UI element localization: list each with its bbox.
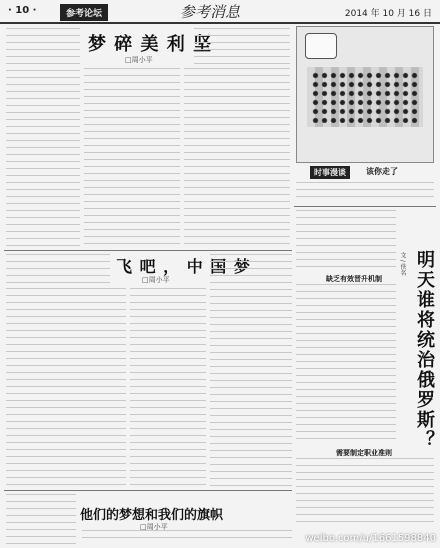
text-line <box>210 429 292 436</box>
article-1-col-1 <box>6 28 80 248</box>
text-line <box>84 110 180 117</box>
text-line <box>130 400 206 407</box>
text-line <box>6 302 126 309</box>
text-line <box>6 84 80 91</box>
text-line <box>210 275 292 282</box>
text-line <box>6 175 80 182</box>
text-line <box>184 75 290 82</box>
text-line <box>6 522 76 529</box>
paper-title: 参考消息 <box>180 3 241 21</box>
text-line <box>210 324 292 331</box>
text-line <box>6 70 80 77</box>
text-line <box>296 514 434 521</box>
text-line <box>84 159 180 166</box>
text-line <box>184 117 290 124</box>
text-line <box>210 401 292 408</box>
text-line <box>210 359 292 366</box>
cartoon-caption <box>296 164 434 178</box>
text-line <box>210 387 292 394</box>
headline-3: 他们的梦想和我们的旗帜 <box>80 508 224 523</box>
text-line <box>6 351 126 358</box>
text-line <box>296 189 434 196</box>
text-line <box>6 98 80 105</box>
text-line <box>296 217 396 224</box>
text-line <box>6 105 80 112</box>
text-line <box>210 345 292 352</box>
text-line <box>296 417 396 424</box>
text-line <box>296 291 396 298</box>
text-line <box>296 340 396 347</box>
article-4-col-2 <box>296 458 434 528</box>
subhead-1: 缺乏有效晋升机制 <box>326 275 382 283</box>
text-line <box>184 152 290 159</box>
article-3-col-1 <box>6 494 76 546</box>
text-line <box>6 529 76 536</box>
text-line <box>184 236 290 243</box>
text-line <box>130 309 206 316</box>
text-line <box>6 63 80 70</box>
text-line <box>6 316 126 323</box>
text-line <box>130 330 206 337</box>
text-line <box>6 182 80 189</box>
subhead-2: 需要制定职业准则 <box>336 449 392 457</box>
headline-1: 梦 碎 美 利 坚 <box>88 34 213 55</box>
text-line <box>84 243 180 248</box>
text-line <box>130 323 206 330</box>
text-line <box>210 380 292 387</box>
text-line <box>6 231 80 238</box>
text-line <box>6 203 80 210</box>
article-4-intro <box>296 210 396 270</box>
section-label: 参考论坛 <box>60 4 108 21</box>
divider <box>4 250 292 251</box>
text-line <box>6 196 80 203</box>
text-line <box>6 91 80 98</box>
text-line <box>130 337 206 344</box>
text-line <box>184 110 290 117</box>
text-line <box>184 131 290 138</box>
text-line <box>296 182 434 189</box>
text-line <box>210 352 292 359</box>
text-line <box>6 268 110 275</box>
text-line <box>210 268 292 275</box>
article-1-col-2 <box>84 68 180 248</box>
text-line <box>296 479 434 486</box>
text-line <box>84 187 180 194</box>
text-line <box>184 89 290 96</box>
text-line <box>6 407 126 414</box>
text-line <box>296 312 396 319</box>
text-line <box>6 508 76 515</box>
text-line <box>6 344 126 351</box>
text-line <box>130 442 206 449</box>
text-line <box>296 333 396 340</box>
text-line <box>6 435 126 442</box>
text-line <box>6 133 80 140</box>
text-line <box>130 302 206 309</box>
text-line <box>296 319 396 326</box>
text-line <box>6 295 126 302</box>
text-line <box>296 396 396 403</box>
text-line <box>130 358 206 365</box>
text-line <box>296 259 396 266</box>
text-line <box>210 464 292 471</box>
text-line <box>84 215 180 222</box>
text-line <box>194 56 290 63</box>
text-line <box>210 289 292 296</box>
text-line <box>184 103 290 110</box>
article-2-col-2 <box>6 288 126 488</box>
text-line <box>6 400 126 407</box>
byline-3: □周小平 <box>140 523 168 531</box>
text-line <box>6 393 126 400</box>
text-line <box>130 449 206 456</box>
text-line <box>130 435 206 442</box>
text-line <box>184 208 290 215</box>
divider <box>4 490 292 491</box>
text-line <box>84 194 180 201</box>
text-line <box>184 187 290 194</box>
text-line <box>184 243 290 248</box>
text-line <box>6 189 80 196</box>
text-line <box>6 456 126 463</box>
text-line <box>84 117 180 124</box>
watermark: weibo.com/u/1661598840 <box>305 533 436 544</box>
text-line <box>210 485 292 488</box>
text-line <box>184 215 290 222</box>
text-line <box>84 68 180 75</box>
text-line <box>296 347 396 354</box>
text-line <box>184 159 290 166</box>
text-line <box>6 428 126 435</box>
text-line <box>82 537 292 544</box>
issue-date: 2014 年 10 月 16 日 <box>344 9 432 19</box>
text-line <box>210 296 292 303</box>
article-1-col-3 <box>184 68 290 248</box>
text-line <box>84 222 180 229</box>
text-line <box>82 530 292 537</box>
chess-pieces-image <box>311 71 419 123</box>
text-line <box>296 458 434 465</box>
text-line <box>84 96 180 103</box>
text-line <box>296 196 434 203</box>
text-line <box>210 338 292 345</box>
text-line <box>296 354 396 361</box>
text-line <box>184 96 290 103</box>
text-line <box>6 365 126 372</box>
text-line <box>6 154 80 161</box>
byline-4: 文 / 佚名 <box>399 252 406 276</box>
text-line <box>210 478 292 485</box>
text-line <box>6 56 80 63</box>
text-line <box>210 373 292 380</box>
text-line <box>296 252 396 259</box>
text-line <box>296 266 396 270</box>
text-line <box>6 49 80 56</box>
text-line <box>296 284 396 291</box>
text-line <box>130 484 206 488</box>
text-line <box>6 515 76 522</box>
text-line <box>130 414 206 421</box>
cartoon-note <box>296 182 434 204</box>
text-line <box>6 77 80 84</box>
text-line <box>210 422 292 429</box>
text-line <box>6 536 76 543</box>
text-line <box>6 379 126 386</box>
text-line <box>296 238 396 245</box>
text-line <box>296 382 396 389</box>
text-line <box>210 471 292 478</box>
article-3-col-2 <box>82 530 292 546</box>
text-line <box>184 180 290 187</box>
text-line <box>296 438 396 444</box>
cartoon-caption-text: 该你走了 <box>366 167 398 176</box>
text-line <box>296 493 434 500</box>
cartoon-tag: 时事漫谈 <box>310 166 350 179</box>
text-line <box>210 310 292 317</box>
text-line <box>6 140 80 147</box>
text-line <box>130 295 206 302</box>
text-line <box>6 42 80 49</box>
text-line <box>130 456 206 463</box>
text-line <box>296 245 396 252</box>
text-line <box>130 288 206 295</box>
text-line <box>84 208 180 215</box>
text-line <box>184 201 290 208</box>
text-line <box>194 28 290 35</box>
text-line <box>296 472 434 479</box>
byline-1: □周小平 <box>125 56 153 64</box>
text-line <box>6 330 126 337</box>
text-line <box>184 138 290 145</box>
text-line <box>84 236 180 243</box>
text-line <box>296 521 434 528</box>
text-line <box>6 442 126 449</box>
text-line <box>194 63 290 66</box>
headline-2: 飞 吧 ， 中 国 梦 <box>116 257 251 276</box>
text-line <box>84 173 180 180</box>
text-line <box>296 361 396 368</box>
text-line <box>6 168 80 175</box>
text-line <box>210 366 292 373</box>
text-line <box>6 210 80 217</box>
text-line <box>130 421 206 428</box>
text-line <box>296 375 396 382</box>
text-line <box>6 147 80 154</box>
text-line <box>184 68 290 75</box>
text-line <box>296 486 434 493</box>
text-line <box>210 408 292 415</box>
text-line <box>6 238 80 245</box>
text-line <box>84 180 180 187</box>
text-line <box>296 424 396 431</box>
text-line <box>210 282 292 289</box>
text-line <box>84 138 180 145</box>
text-line <box>194 35 290 42</box>
text-line <box>130 428 206 435</box>
text-line <box>84 152 180 159</box>
text-line <box>6 372 126 379</box>
text-line <box>84 229 180 236</box>
text-line <box>130 372 206 379</box>
text-line <box>130 351 206 358</box>
text-line <box>194 42 290 49</box>
text-line <box>6 112 80 119</box>
article-1-col-4 <box>194 28 290 66</box>
text-line <box>6 217 80 224</box>
text-line <box>130 463 206 470</box>
text-line <box>6 28 80 35</box>
text-line <box>184 222 290 229</box>
text-line <box>84 131 180 138</box>
text-line <box>296 431 396 438</box>
text-line <box>6 470 126 477</box>
masthead <box>0 0 440 24</box>
text-line <box>84 82 180 89</box>
text-line <box>6 119 80 126</box>
text-line <box>130 344 206 351</box>
text-line <box>296 305 396 312</box>
text-line <box>210 394 292 401</box>
text-line <box>6 245 80 248</box>
text-line <box>130 470 206 477</box>
text-line <box>6 261 110 268</box>
text-line <box>84 75 180 82</box>
text-line <box>84 103 180 110</box>
article-2-col-1 <box>6 254 110 284</box>
text-line <box>84 145 180 152</box>
text-line <box>296 507 434 514</box>
text-line <box>130 379 206 386</box>
text-line <box>296 410 396 417</box>
text-line <box>6 309 126 316</box>
text-line <box>296 368 396 375</box>
text-line <box>130 386 206 393</box>
text-line <box>130 393 206 400</box>
text-line <box>296 465 434 472</box>
text-line <box>296 403 396 410</box>
text-line <box>296 224 396 231</box>
divider <box>294 206 436 207</box>
article-4-col-1 <box>296 284 396 444</box>
text-line <box>6 35 80 42</box>
text-line <box>184 173 290 180</box>
text-line <box>210 331 292 338</box>
text-line <box>6 543 76 546</box>
text-line <box>184 194 290 201</box>
text-line <box>130 407 206 414</box>
text-line <box>210 303 292 310</box>
text-line <box>6 463 126 470</box>
text-line <box>6 414 126 421</box>
byline-2: □周小平 <box>142 276 170 284</box>
page-number: · 10 · <box>8 5 37 16</box>
text-line <box>6 161 80 168</box>
text-line <box>184 166 290 173</box>
text-line <box>130 316 206 323</box>
text-line <box>210 436 292 443</box>
article-2-col-3 <box>130 288 206 488</box>
text-line <box>210 254 292 261</box>
text-line <box>210 317 292 324</box>
text-line <box>6 494 76 501</box>
text-line <box>6 288 126 295</box>
text-line <box>296 500 434 507</box>
text-line <box>210 415 292 422</box>
text-line <box>6 501 76 508</box>
text-line <box>6 275 110 282</box>
text-line <box>210 457 292 464</box>
text-line <box>6 224 80 231</box>
text-line <box>210 443 292 450</box>
headline-4: 明天谁将统治俄罗斯？ <box>414 250 435 450</box>
text-line <box>296 389 396 396</box>
text-line <box>6 449 126 456</box>
article-2-col-4 <box>210 254 292 488</box>
text-line <box>184 145 290 152</box>
text-line <box>296 231 396 238</box>
text-line <box>6 484 126 488</box>
speech-bubble <box>305 33 337 59</box>
text-line <box>6 386 126 393</box>
text-line <box>6 323 126 330</box>
text-line <box>210 450 292 457</box>
text-line <box>296 298 396 305</box>
text-line <box>84 201 180 208</box>
text-line <box>84 89 180 96</box>
text-line <box>184 82 290 89</box>
text-line <box>6 126 80 133</box>
text-line <box>84 124 180 131</box>
text-line <box>6 254 110 261</box>
text-line <box>84 166 180 173</box>
text-line <box>184 124 290 131</box>
text-line <box>184 229 290 236</box>
editorial-cartoon <box>296 26 434 163</box>
text-line <box>296 326 396 333</box>
text-line <box>210 261 292 268</box>
text-line <box>6 337 126 344</box>
text-line <box>130 477 206 484</box>
text-line <box>296 210 396 217</box>
text-line <box>194 49 290 56</box>
text-line <box>6 358 126 365</box>
text-line <box>6 477 126 484</box>
text-line <box>6 282 110 284</box>
text-line <box>6 421 126 428</box>
text-line <box>130 365 206 372</box>
